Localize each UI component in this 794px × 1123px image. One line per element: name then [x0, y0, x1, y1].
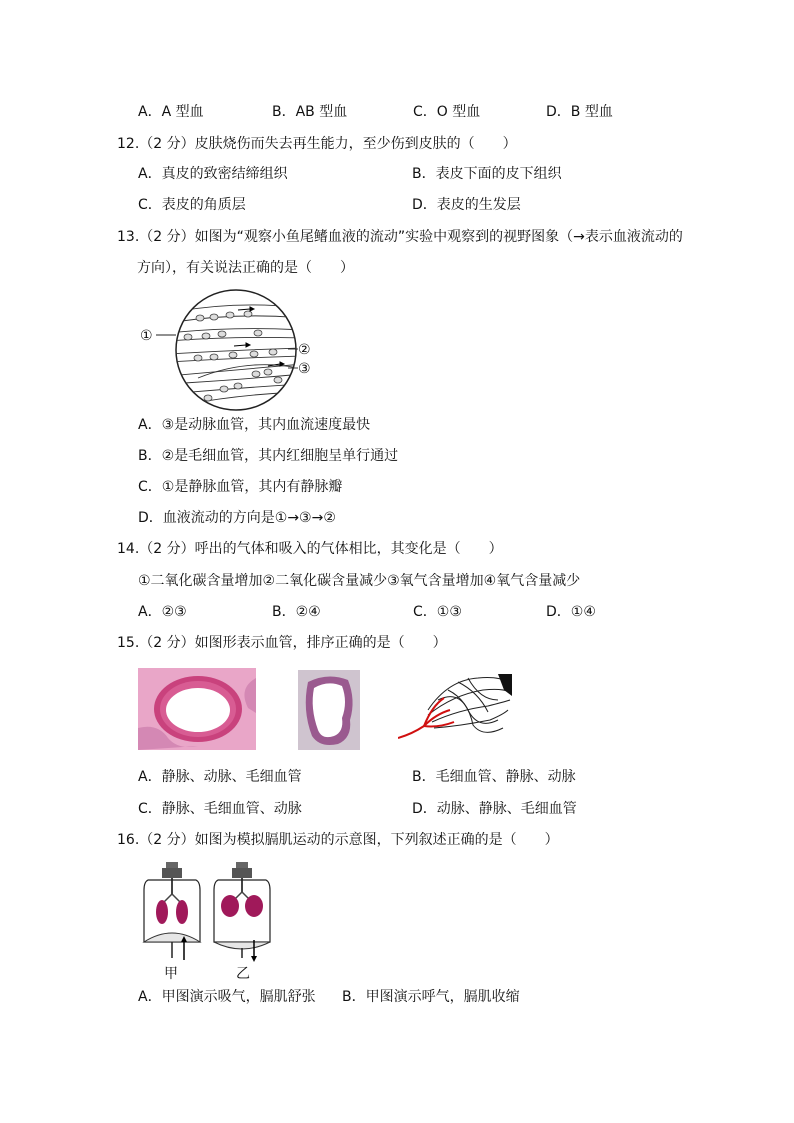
vein-cross-section-image [298, 670, 360, 750]
q13-option-d: D．血液流动的方向是①→③→② [138, 510, 336, 526]
diaphragm-model-figure [138, 858, 278, 984]
q13-stem-line2: 方向），有关说法正确的是（ ） [137, 260, 354, 276]
q16-option-a: A．甲图演示吸气，膈肌舒张 [138, 989, 316, 1005]
q13-stem-line1: 13.（2 分）如图为“观察小鱼尾鳍血液的流动”实验中观察到的视野图象（→表示血液流动的 [117, 229, 683, 245]
q11-option-b: B．AB 型血 [272, 104, 348, 120]
figure-label-jia: 甲 [164, 966, 178, 982]
bell-jar-yi [214, 862, 270, 962]
q11-option-c: C．O 型血 [413, 104, 481, 120]
q16-option-b: B．甲图演示呼气，膈肌收缩 [342, 989, 520, 1005]
q13-option-c: C．①是静脉血管，其内有静脉瓣 [138, 479, 343, 495]
q15-option-c: C．静脉、毛细血管、动脉 [138, 801, 302, 817]
q16-stem: 16.（2 分）如图为模拟膈肌运动的示意图，下列叙述正确的是（ ） [117, 832, 559, 848]
q11-option-d: D．B 型血 [546, 104, 613, 120]
q15-option-b: B．毛细血管、静脉、动脉 [412, 769, 576, 785]
figure-label-1: ① [140, 328, 153, 344]
q14-option-c: C．①③ [413, 604, 462, 620]
q14-option-b: B．②④ [272, 604, 321, 620]
q12-option-b: B．表皮下面的皮下组织 [412, 166, 562, 182]
q12-stem: 12.（2 分）皮肤烧伤而失去再生能力，至少伤到皮肤的（ ） [117, 136, 517, 152]
q12-option-d: D．表皮的生发层 [412, 197, 521, 213]
q14-statements: ①二氧化碳含量增加②二氧化碳含量减少③氧气含量增加④氧气含量减少 [138, 573, 581, 589]
capillary-network-image [398, 670, 512, 744]
q15-option-a: A．静脉、动脉、毛细血管 [138, 769, 302, 785]
q12-option-a: A．真皮的致密结缔组织 [138, 166, 288, 182]
q13-option-a: A．③是动脉血管，其内血流速度最快 [138, 417, 371, 433]
q14-option-a: A．②③ [138, 604, 187, 620]
figure-label-yi: 乙 [236, 966, 250, 982]
q11-option-a: A．A 型血 [138, 104, 204, 120]
artery-cross-section-image [138, 668, 256, 750]
q13-option-b: B．②是毛细血管，其内红细胞呈单行通过 [138, 448, 399, 464]
q12-option-c: C．表皮的角质层 [138, 197, 246, 213]
q14-stem: 14.（2 分）呼出的气体和吸入的气体相比，其变化是（ ） [117, 541, 503, 557]
q15-stem: 15.（2 分）如图形表示血管，排序正确的是（ ） [117, 635, 447, 651]
fish-tail-blood-flow-figure [138, 288, 338, 412]
q15-option-d: D．动脉、静脉、毛细血管 [412, 801, 577, 817]
figure-label-2: ② [298, 342, 311, 358]
q14-option-d: D．①④ [546, 604, 596, 620]
bell-jar-jia [144, 862, 200, 960]
figure-label-3: ③ [298, 361, 311, 377]
